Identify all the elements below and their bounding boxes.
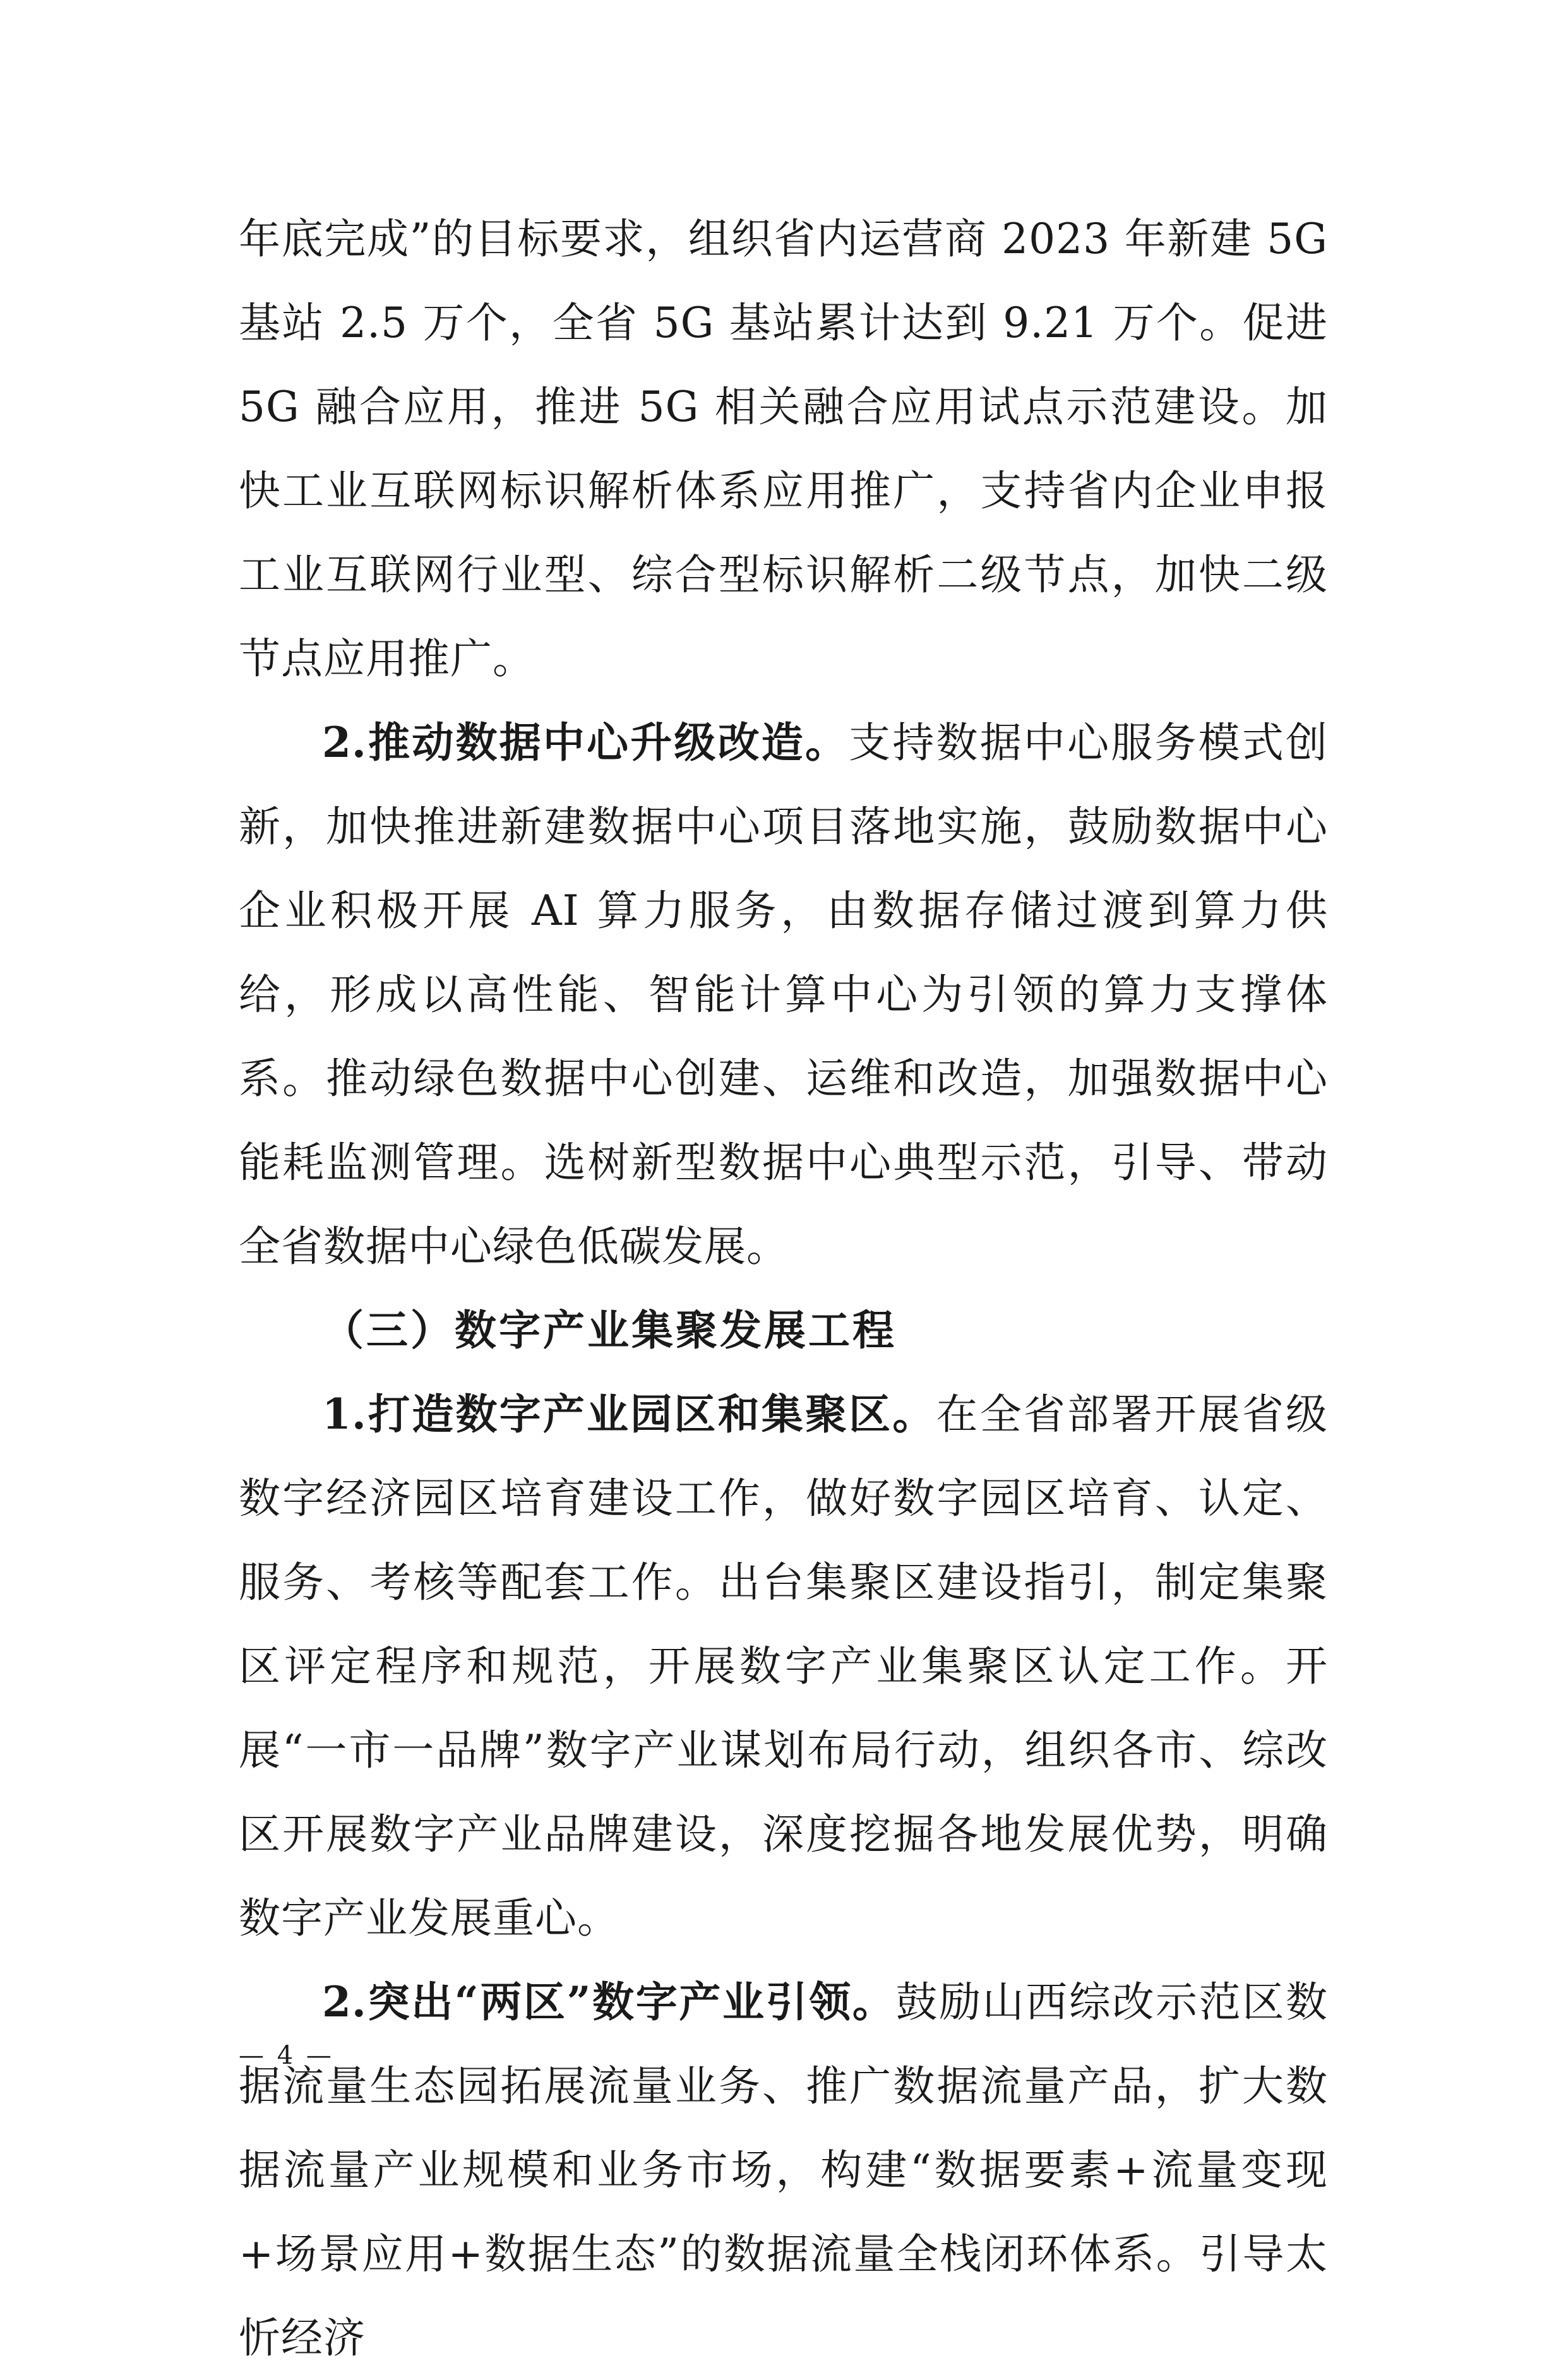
page-number: — 4 — <box>239 2041 334 2070</box>
paragraph-industry-parks <box>239 1372 1328 1960</box>
paragraph-continuation <box>239 197 1328 701</box>
paragraph-data-center <box>239 701 1328 1288</box>
paragraph-two-zones <box>239 1960 1328 2380</box>
paragraph-text: 年底完成”的目标要求，组织省内运营商 2023 年新建 5G 基站 2.5 万个，全省 5G 基站累计达到 9.21 万个。促进 5G 融合应用，推进 5G 相关融合应用试点示范建设。加快工业互联网标识解析体系应用推广，支持省内企业申报工业互联网行业型、综合型标识解析二级节点，加快二级节点应用推广。 <box>239 215 1328 683</box>
document-body <box>239 197 1328 2380</box>
section-heading: （三）数字产业集聚发展工程 <box>322 1306 897 1355</box>
paragraph-lead: 1.打造数字产业园区和集聚区。 <box>322 1389 936 1439</box>
paragraph-text: 支持数据中心服务模式创新，加快推进新建数据中心项目落地实施，鼓励数据中心企业积极开展 AI 算力服务，由数据存储过渡到算力供给，形成以高性能、智能计算中心为引领的算力支撑体系。推动绿色数据中心创建、运维和改造，加强数据中心能耗监测管理。选树新型数据中心典型示范，引导、带动全省数据中心绿色低碳发展。 <box>239 718 1329 1271</box>
paragraph-text: 鼓励山西综改示范区数据流量生态园拓展流量业务、推广数据流量产品，扩大数据流量产业规模和业务市场，构建“数据要素+流量变现+场景应用+数据生态”的数据流量全栈闭环体系。引导太忻经济 <box>239 1978 1328 2362</box>
paragraph-lead: 2.推动数据中心升级改造。 <box>322 718 849 767</box>
paragraph-lead: 2.突出“两区”数字产业引领。 <box>322 1977 896 2026</box>
paragraph-text: 在全省部署开展省级数字经济园区培育建设工作，做好数字园区培育、认定、服务、考核等配套工作。出台集聚区建设指引，制定集聚区评定程序和规范，开展数字产业集聚区认定工作。开展“一市一品牌”数字产业谋划布局行动，组织各市、综改区开展数字产业品牌建设，深度挖掘各地发展优势，明确数字产业发展重心。 <box>239 1390 1329 1943</box>
